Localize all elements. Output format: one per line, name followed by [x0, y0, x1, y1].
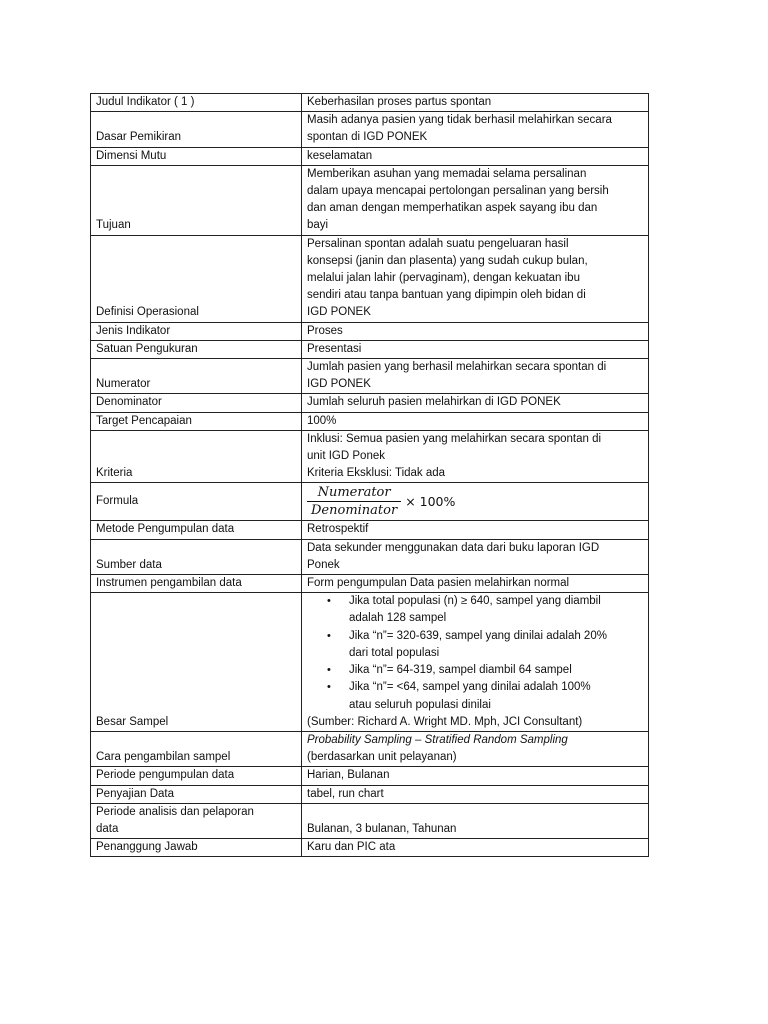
label-line: data [96, 822, 119, 835]
row-value [302, 839, 649, 857]
value-line: tabel, run chart [307, 787, 384, 800]
row-label: Besar Sampel [91, 593, 302, 732]
table-row [91, 785, 649, 803]
value-line: keselamatan [307, 149, 373, 162]
row-label: Penyajian Data [91, 785, 302, 803]
value-line: atau seluruh populasi dinilai [349, 698, 491, 711]
value-line: Keberhasilan proses partus spontan [307, 96, 492, 108]
value-line: Harian, Bulanan [307, 769, 390, 782]
value-line: spontan di IGD PONEK [307, 131, 428, 144]
row-label: Definisi Operasional [91, 235, 302, 322]
formula [307, 483, 455, 520]
row-value [302, 731, 649, 766]
row-value [302, 235, 649, 322]
row-value [302, 593, 649, 732]
value-line: IGD PONEK [307, 306, 371, 319]
bullet-icon: • [327, 595, 331, 608]
value-line: Data sekunder menggunakan data dari buku laporan IGD [307, 541, 600, 554]
value-line: Probability Sampling – Stratified Random Sampling [307, 733, 568, 746]
table-row [91, 165, 649, 235]
value-line: Ponek [307, 558, 340, 571]
value-line: IGD PONEK [307, 378, 371, 391]
value-line: Bulanan, 3 bulanan, Tahunan [307, 822, 457, 835]
formula-multiplier: × 100% [405, 494, 456, 510]
value-line: konsepsi (janin dan plasenta) yang sudah cukup bulan, [307, 254, 588, 267]
row-label: Dimensi Mutu [91, 147, 302, 165]
table-row [91, 839, 649, 857]
bullet-icon: • [327, 681, 331, 694]
value-line: 100% [307, 414, 337, 427]
sample-source: (Sumber: Richard A. Wright MD. Mph, JCI Consultant) [307, 715, 583, 728]
table-row [91, 235, 649, 322]
value-line: (berdasarkan unit pelayanan) [307, 751, 457, 764]
table-row [91, 575, 649, 593]
indicator-table [90, 93, 649, 857]
value-line: Jika “n”= 320-639, sampel yang dinilai adalah 20% [349, 629, 607, 642]
row-label: Satuan Pengukuran [91, 340, 302, 358]
table-row [91, 803, 649, 838]
value-line: Jika total populasi (n) ≥ 640, sampel yang diambil [349, 595, 601, 608]
table-row [91, 94, 649, 112]
list-item [307, 593, 643, 627]
value-line: Presentasi [307, 342, 362, 355]
bullet-icon: • [327, 664, 331, 677]
row-value [302, 767, 649, 785]
table-row [91, 731, 649, 766]
row-label: Metode Pengumpulan data [91, 521, 302, 539]
value-line: dan aman dengan memperhatikan aspek sayang ibu dan [307, 202, 598, 215]
row-label: Kriteria [91, 430, 302, 483]
row-label: Formula [91, 483, 302, 521]
row-label: Sumber data [91, 539, 302, 574]
row-value [302, 412, 649, 430]
value-line: dalam upaya mencapai pertolongan persalinan yang bersih [307, 185, 609, 198]
value-line: adalah 128 sampel [349, 612, 447, 625]
row-label: Penanggung Jawab [91, 839, 302, 857]
value-line: Karu dan PIC ata [307, 841, 396, 854]
formula-denominator: Denominator [311, 503, 398, 519]
table-row [91, 483, 649, 521]
value-line: Memberikan asuhan yang memadai selama persalinan [307, 167, 587, 180]
table-row [91, 359, 649, 394]
label-line: Periode analisis dan pelaporan [96, 805, 254, 818]
row-value [302, 539, 649, 574]
row-value [302, 785, 649, 803]
value-line: Form pengumpulan Data pasien melahirkan normal [307, 577, 570, 590]
list-item [307, 679, 643, 713]
row-label: Judul Indikator ( 1 ) [91, 94, 302, 112]
list-item [307, 628, 643, 662]
table-row [91, 112, 649, 147]
table-row [91, 412, 649, 430]
row-value [302, 483, 649, 521]
value-line: Kriteria Eksklusi: Tidak ada [307, 467, 446, 480]
table-row [91, 394, 649, 412]
row-value [302, 803, 649, 838]
table-row [91, 147, 649, 165]
row-value [302, 340, 649, 358]
table-row [91, 593, 649, 732]
value-line: Retrospektif [307, 523, 369, 536]
value-line: unit IGD Ponek [307, 450, 385, 463]
row-label: Denominator [91, 394, 302, 412]
table-row [91, 430, 649, 483]
bullet-icon: • [327, 629, 331, 642]
row-label: Instrumen pengambilan data [91, 575, 302, 593]
value-line: sendiri atau tanpa bantuan yang dipimpin oleh bidan di [307, 289, 586, 302]
row-label: Target Pencapaian [91, 412, 302, 430]
row-label: Cara pengambilan sampel [91, 731, 302, 766]
row-value [302, 394, 649, 412]
row-value [302, 521, 649, 539]
row-value [302, 322, 649, 340]
value-line: melalui jalan lahir (pervaginam), dengan kekuatan ibu [307, 272, 580, 285]
row-label [91, 803, 302, 838]
table-row [91, 340, 649, 358]
value-line: Persalinan spontan adalah suatu pengeluaran hasil [307, 237, 569, 250]
row-label: Numerator [91, 359, 302, 394]
row-value [302, 575, 649, 593]
table-row [91, 322, 649, 340]
row-label: Periode pengumpulan data [91, 767, 302, 785]
value-line: Proses [307, 324, 343, 337]
row-value [302, 147, 649, 165]
value-line: Jumlah seluruh pasien melahirkan di IGD PONEK [307, 396, 561, 409]
table-row [91, 521, 649, 539]
row-label: Dasar Pemikiran [91, 112, 302, 147]
value-line: Inklusi: Semua pasien yang melahirkan secara spontan di [307, 432, 602, 445]
value-line: Jika “n”= <64, sampel yang dinilai adalah 100% [349, 681, 591, 694]
row-value [302, 165, 649, 235]
value-line: Jika “n”= 64-319, sampel diambil 64 sampel [349, 664, 572, 677]
value-line: Masih adanya pasien yang tidak berhasil melahirkan secara [307, 114, 612, 127]
formula-numerator: Numerator [317, 485, 391, 501]
row-label: Tujuan [91, 165, 302, 235]
value-line: Jumlah pasien yang berhasil melahirkan secara spontan di [307, 361, 607, 374]
value-line: bayi [307, 219, 329, 232]
row-value [302, 94, 649, 112]
row-value [302, 112, 649, 147]
table-row [91, 539, 649, 574]
table-row [91, 767, 649, 785]
value-line: dari total populasi [349, 646, 440, 659]
row-label: Jenis Indikator [91, 322, 302, 340]
row-value [302, 359, 649, 394]
formula-fraction [307, 485, 401, 518]
row-value [302, 430, 649, 483]
list-item [307, 662, 643, 679]
sample-criteria-list [307, 593, 643, 713]
